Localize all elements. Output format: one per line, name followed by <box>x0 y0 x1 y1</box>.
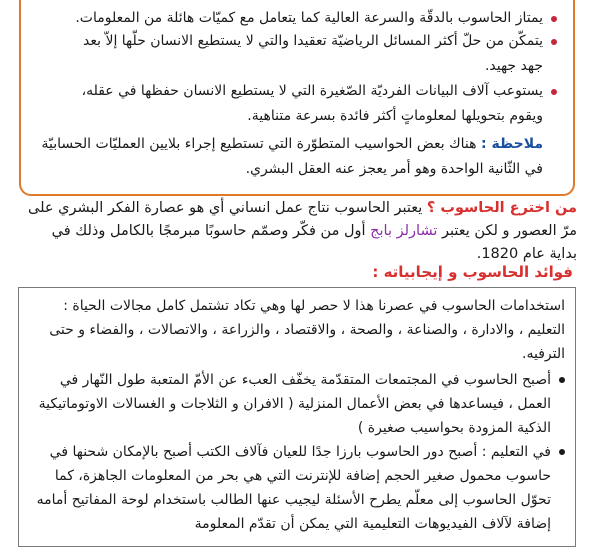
benefit-item: أصبح الحاسوب في المجتمعات المتقدّمة يخفّف العبء عن الأمّ المتعبة طول النّهار في العمل ، فيساعدها في بعض الأعمال المنزلية ( الافران و الثلاجات و الغسالات الاوتوماتيكية الذكية المزودة بحواسيب صغيرة ) <box>31 368 551 440</box>
feature-item: يتمكّن من حلّ أكثر المسائل الرياضيّة تعقيدا والتي لا يستطيع الانسان حلّها إلاّ بعد جهد جهيد. <box>63 29 543 79</box>
inventor-paragraph <box>22 197 577 266</box>
inventor-question: من اخترع الحاسوب ؟ <box>426 200 577 216</box>
inventor-text-part2: أول من فكّر وصمّم حاسوبًا مبرمجًا بالكامل وذلك في بداية عام 1820. <box>51 223 577 262</box>
benefits-intro: استخدامات الحاسوب في عصرنا هذا لا حصر لها وهي تكاد تشتمل كامل مجالات الحياة : التعليم ، والادارة ، والصناعة ، والصحة ، والاقتصاد ، والزراعة ، والاتصالات ، والفضاء و حتى الترفيه. <box>49 298 565 362</box>
benefits-title: فوائد الحاسوب و إيجابياته : <box>372 263 573 281</box>
feature-item: يستوعب آلاف البيانات الفرديّة الصّغيرة التي لا يستطيع الانسان حفظها في عقله، ويقوم بتحويلها لمعلوماتٍ أكثر فائدة بسرعة متناهية. <box>63 79 543 129</box>
note-paragraph <box>23 132 543 182</box>
benefits-panel <box>18 287 576 547</box>
benefit-item: في التعليم : أصبح دور الحاسوب بارزا جدًا للعيان فآلاف الكتب أصبح بالإمكان شحنها في حاسوب محمول صغير الحجم إضافة للإنترنت التي هي بحر من المعلومات الجاهزة، كما تحوّل الحاسوب إلى معلّم يطرح الأسئلة ليجيب عنها الطالب باستخدام لوحة المفاتيح أمامه إضافة لآلاف الفيديوهات التعليمية التي يمكن أن تقدّم المعلومة <box>31 440 551 536</box>
inventor-text-part1: يعتبر الحاسوب نتاج عمل انساني أي هو عصارة الفكر البشري على مرّ العصور و لكن يعتبر <box>27 200 577 239</box>
feature-item: يمتاز الحاسوب بالدقّة والسرعة العالية كما يتعامل مع كميّات هائلة من المعلومات. <box>63 6 543 31</box>
features-box <box>19 0 575 196</box>
note-text: هناك بعض الحواسيب المتطوّرة التي تستطيع إجراء بلايين العمليّات الحسابيّة في الثّانية الواحدة وهو أمر يعجز عنه العقل البشري. <box>41 136 543 177</box>
inventor-name: تشارلز بابج <box>370 223 438 239</box>
note-label: ملاحظة : <box>481 136 543 152</box>
